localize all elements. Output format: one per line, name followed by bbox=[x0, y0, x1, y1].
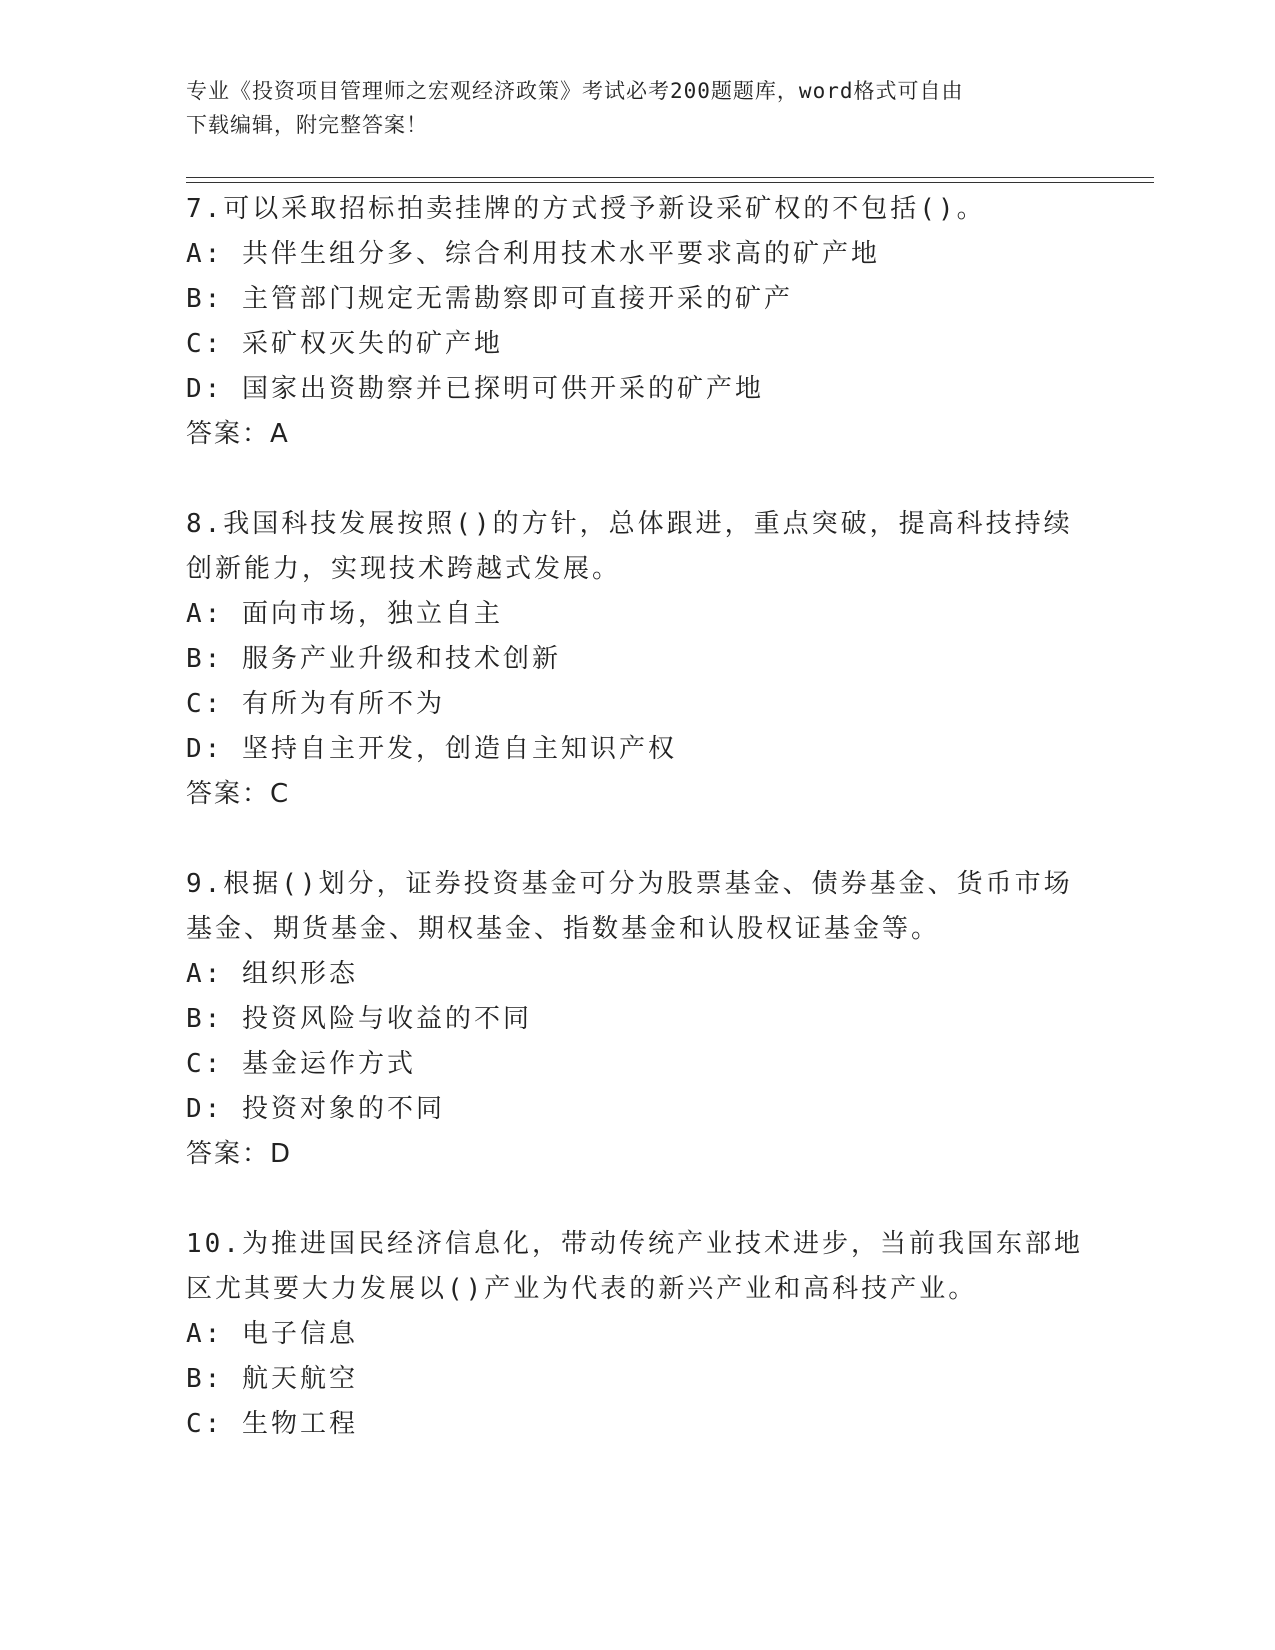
question-9-option-b: B: 投资风险与收益的不同 bbox=[186, 1004, 532, 1034]
question-7-stem: 7.可以采取招标拍卖挂牌的方式授予新设采矿权的不包括()。 bbox=[186, 194, 986, 224]
question-7-answer: 答案：A bbox=[186, 419, 290, 449]
question-10-option-c: C: 生物工程 bbox=[186, 1409, 358, 1439]
question-9-option-a: A: 组织形态 bbox=[186, 959, 358, 989]
question-8-option-c: C: 有所为有所不为 bbox=[186, 689, 445, 719]
question-9-stem-line-2: 基金、期货基金、期权基金、指数基金和认股权证基金等。 bbox=[186, 914, 941, 944]
question-8-answer: 答案：C bbox=[186, 779, 291, 809]
question-8-option-a: A: 面向市场，独立自主 bbox=[186, 599, 503, 629]
question-7-option-d: D: 国家出资勘察并已探明可供开采的矿产地 bbox=[186, 374, 764, 404]
header-divider-bottom bbox=[186, 182, 1154, 183]
question-7-option-c: C: 采矿权灭失的矿产地 bbox=[186, 329, 503, 359]
question-8-option-b: B: 服务产业升级和技术创新 bbox=[186, 644, 561, 674]
question-8-stem-line-1: 8.我国科技发展按照()的方针，总体跟进，重点突破，提高科技持续 bbox=[186, 509, 1073, 539]
question-8-stem-line-2: 创新能力，实现技术跨越式发展。 bbox=[186, 554, 622, 584]
question-7-option-b: B: 主管部门规定无需勘察即可直接开采的矿产 bbox=[186, 284, 793, 314]
question-10-stem-line-2: 区尤其要大力发展以()产业为代表的新兴产业和高科技产业。 bbox=[186, 1274, 978, 1304]
question-10-option-b: B: 航天航空 bbox=[186, 1364, 358, 1394]
header-divider-top bbox=[186, 177, 1154, 178]
question-8-option-d: D: 坚持自主开发，创造自主知识产权 bbox=[186, 734, 677, 764]
question-9-stem-line-1: 9.根据()划分，证券投资基金可分为股票基金、债券基金、货币市场 bbox=[186, 869, 1073, 899]
question-9-option-d: D: 投资对象的不同 bbox=[186, 1094, 445, 1124]
document-header bbox=[186, 74, 1066, 142]
question-10-option-a: A: 电子信息 bbox=[186, 1319, 358, 1349]
header-line-1: 专业《投资项目管理师之宏观经济政策》考试必考200题题库，word格式可自由 bbox=[186, 79, 964, 103]
header-line-2: 下载编辑，附完整答案！ bbox=[186, 113, 428, 137]
question-7-option-a: A: 共伴生组分多、综合利用技术水平要求高的矿产地 bbox=[186, 239, 880, 269]
question-9-answer: 答案：D bbox=[186, 1139, 293, 1169]
question-10-stem-line-1: 10.为推进国民经济信息化，带动传统产业技术进步，当前我国东部地 bbox=[186, 1229, 1083, 1259]
question-9-option-c: C: 基金运作方式 bbox=[186, 1049, 416, 1079]
